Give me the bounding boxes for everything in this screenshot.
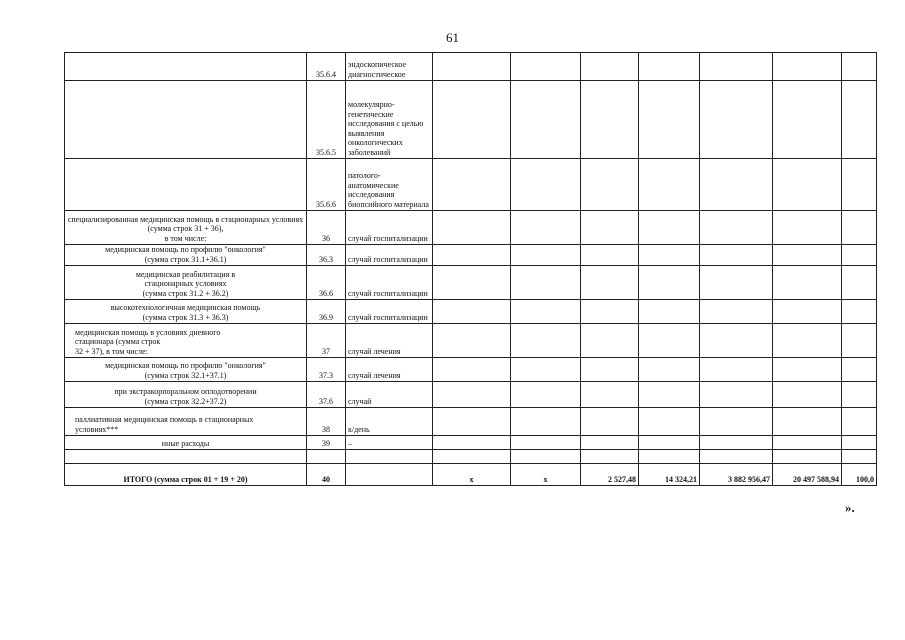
value-cell — [773, 245, 842, 266]
table-row — [65, 382, 877, 408]
value-cell — [773, 266, 842, 300]
value-cell — [639, 266, 700, 300]
row-code-cell: 36.6 — [307, 266, 346, 300]
row-code-cell: 36.3 — [307, 245, 346, 266]
value-cell — [700, 324, 773, 358]
value-cell — [842, 358, 877, 382]
value-cell — [639, 408, 700, 436]
value-cell — [433, 159, 511, 211]
value-cell — [639, 300, 700, 324]
row-unit-cell: случай госпитализации — [346, 245, 433, 266]
value-cell — [433, 436, 511, 450]
value-cell — [511, 81, 581, 159]
value-cell — [700, 211, 773, 245]
value-cell — [511, 408, 581, 436]
row-unit-cell: к/день — [346, 408, 433, 436]
value-cell — [639, 159, 700, 211]
value-cell — [511, 53, 581, 81]
row-code-cell: 37.6 — [307, 382, 346, 408]
value-cell — [842, 81, 877, 159]
row-name-cell — [65, 53, 307, 81]
value-cell — [700, 81, 773, 159]
value-cell — [511, 358, 581, 382]
value-cell — [842, 300, 877, 324]
table-row — [65, 408, 877, 436]
table-row — [65, 159, 877, 211]
row-code-cell: 36 — [307, 211, 346, 245]
total-value-cell: x — [433, 464, 511, 486]
value-cell — [773, 53, 842, 81]
value-cell — [433, 245, 511, 266]
value-cell — [842, 266, 877, 300]
value-cell — [773, 159, 842, 211]
value-cell — [433, 450, 511, 464]
row-name-cell: медицинская помощь по профилю "онкология" (сумма строк 32.1+37.1) — [65, 358, 307, 382]
row-unit-cell — [346, 450, 433, 464]
value-cell — [639, 245, 700, 266]
value-cell — [433, 300, 511, 324]
table-row — [65, 358, 877, 382]
row-name-cell: медицинская реабилитация в стационарных условиях (сумма строк 31.2 + 36.2) — [65, 266, 307, 300]
total-value-cell: 20 497 588,94 — [773, 464, 842, 486]
total-value-cell: x — [511, 464, 581, 486]
value-cell — [700, 266, 773, 300]
row-unit-cell: случай госпитализации — [346, 211, 433, 245]
total-value-cell: 2 527,48 — [581, 464, 639, 486]
total-value-cell: 100,0 — [842, 464, 877, 486]
value-cell — [639, 53, 700, 81]
row-name-cell: при экстракорпоральном оплодотворении (сумма строк 32.2+37.2) — [65, 382, 307, 408]
row-unit-cell: – — [346, 436, 433, 450]
value-cell — [433, 408, 511, 436]
table-row — [65, 245, 877, 266]
value-cell — [773, 450, 842, 464]
total-row — [65, 464, 877, 486]
value-cell — [773, 81, 842, 159]
value-cell — [842, 159, 877, 211]
page-number: 61 — [446, 30, 459, 45]
table-row — [65, 436, 877, 450]
value-cell — [581, 358, 639, 382]
row-unit-cell: случай — [346, 382, 433, 408]
value-cell — [433, 358, 511, 382]
value-cell — [842, 211, 877, 245]
value-cell — [581, 53, 639, 81]
row-unit-cell: эндоскопическое диагностическое — [346, 53, 433, 81]
value-cell — [433, 81, 511, 159]
row-unit-cell: случай лечения — [346, 358, 433, 382]
value-cell — [581, 211, 639, 245]
row-code-cell: 38 — [307, 408, 346, 436]
total-value-cell: 3 882 956,47 — [700, 464, 773, 486]
table-row — [65, 300, 877, 324]
value-cell — [581, 436, 639, 450]
row-name-cell — [65, 159, 307, 211]
value-cell — [511, 211, 581, 245]
value-cell — [433, 324, 511, 358]
table-row — [65, 266, 877, 300]
row-code-cell: 36.9 — [307, 300, 346, 324]
value-cell — [842, 324, 877, 358]
value-cell — [700, 53, 773, 81]
value-cell — [639, 81, 700, 159]
row-name-cell — [65, 450, 307, 464]
row-unit-cell: патолого-анатомические исследования биопсийного материала — [346, 159, 433, 211]
value-cell — [700, 159, 773, 211]
row-name-cell: иные расходы — [65, 436, 307, 450]
value-cell — [511, 382, 581, 408]
value-cell — [433, 53, 511, 81]
value-cell — [773, 382, 842, 408]
value-cell — [700, 358, 773, 382]
value-cell — [433, 266, 511, 300]
row-unit-cell: случай госпитализации — [346, 266, 433, 300]
value-cell — [581, 159, 639, 211]
value-cell — [639, 382, 700, 408]
value-cell — [773, 408, 842, 436]
value-cell — [511, 300, 581, 324]
row-unit-cell: молекулярно-генетические исследования с целью выявления онкологических заболеваний — [346, 81, 433, 159]
row-code-cell: 37.3 — [307, 358, 346, 382]
value-cell — [773, 358, 842, 382]
value-cell — [639, 324, 700, 358]
value-cell — [581, 382, 639, 408]
value-cell — [842, 245, 877, 266]
value-cell — [581, 245, 639, 266]
value-cell — [511, 324, 581, 358]
value-cell — [842, 53, 877, 81]
closing-mark: ». — [845, 500, 855, 515]
value-cell — [511, 159, 581, 211]
row-code-cell: 39 — [307, 436, 346, 450]
table-row — [65, 53, 877, 81]
value-cell — [581, 300, 639, 324]
table-row — [65, 450, 877, 464]
row-name-cell: высокотехнологичная медицинская помощь (сумма строк 31.3 + 36.3) — [65, 300, 307, 324]
row-code-cell: 35.6.5 — [307, 81, 346, 159]
row-unit-cell: случай лечения — [346, 324, 433, 358]
table-row — [65, 324, 877, 358]
row-code-cell: 35.6.6 — [307, 159, 346, 211]
value-cell — [581, 81, 639, 159]
row-name-cell: медицинская помощь по профилю "онкология" (сумма строк 31.1+36.1) — [65, 245, 307, 266]
value-cell — [639, 436, 700, 450]
value-cell — [433, 382, 511, 408]
value-cell — [511, 436, 581, 450]
total-name-cell: ИТОГО (сумма строк 01 + 19 + 20) — [65, 464, 307, 486]
row-name-cell — [65, 81, 307, 159]
value-cell — [581, 266, 639, 300]
total-unit-cell — [346, 464, 433, 486]
value-cell — [842, 382, 877, 408]
value-cell — [581, 450, 639, 464]
value-cell — [700, 436, 773, 450]
total-value-cell: 14 324,21 — [639, 464, 700, 486]
value-cell — [639, 450, 700, 464]
value-cell — [581, 408, 639, 436]
value-cell — [581, 324, 639, 358]
value-cell — [842, 450, 877, 464]
value-cell — [700, 300, 773, 324]
value-cell — [511, 450, 581, 464]
value-cell — [842, 436, 877, 450]
row-name-cell: паллиативная медицинская помощь в стационарных условиях*** — [65, 408, 307, 436]
row-code-cell: 37 — [307, 324, 346, 358]
value-cell — [639, 358, 700, 382]
value-cell — [511, 245, 581, 266]
row-code-cell: 35.6.4 — [307, 53, 346, 81]
value-cell — [639, 211, 700, 245]
row-name-cell: медицинская помощь в условиях дневного стационара (сумма строк 32 + 37), в том числе: — [65, 324, 307, 358]
table-row — [65, 211, 877, 245]
value-cell — [700, 382, 773, 408]
value-cell — [773, 211, 842, 245]
value-cell — [842, 408, 877, 436]
table-row — [65, 81, 877, 159]
financial-table — [64, 52, 877, 486]
row-code-cell — [307, 450, 346, 464]
value-cell — [700, 245, 773, 266]
row-unit-cell: случай госпитализации — [346, 300, 433, 324]
value-cell — [700, 408, 773, 436]
total-code-cell: 40 — [307, 464, 346, 486]
value-cell — [700, 450, 773, 464]
value-cell — [773, 436, 842, 450]
value-cell — [511, 266, 581, 300]
row-name-cell: специализированная медицинская помощь в стационарных условиях (сумма строк 31 + 36), в том числе: — [65, 211, 307, 245]
value-cell — [773, 324, 842, 358]
value-cell — [433, 211, 511, 245]
value-cell — [773, 300, 842, 324]
